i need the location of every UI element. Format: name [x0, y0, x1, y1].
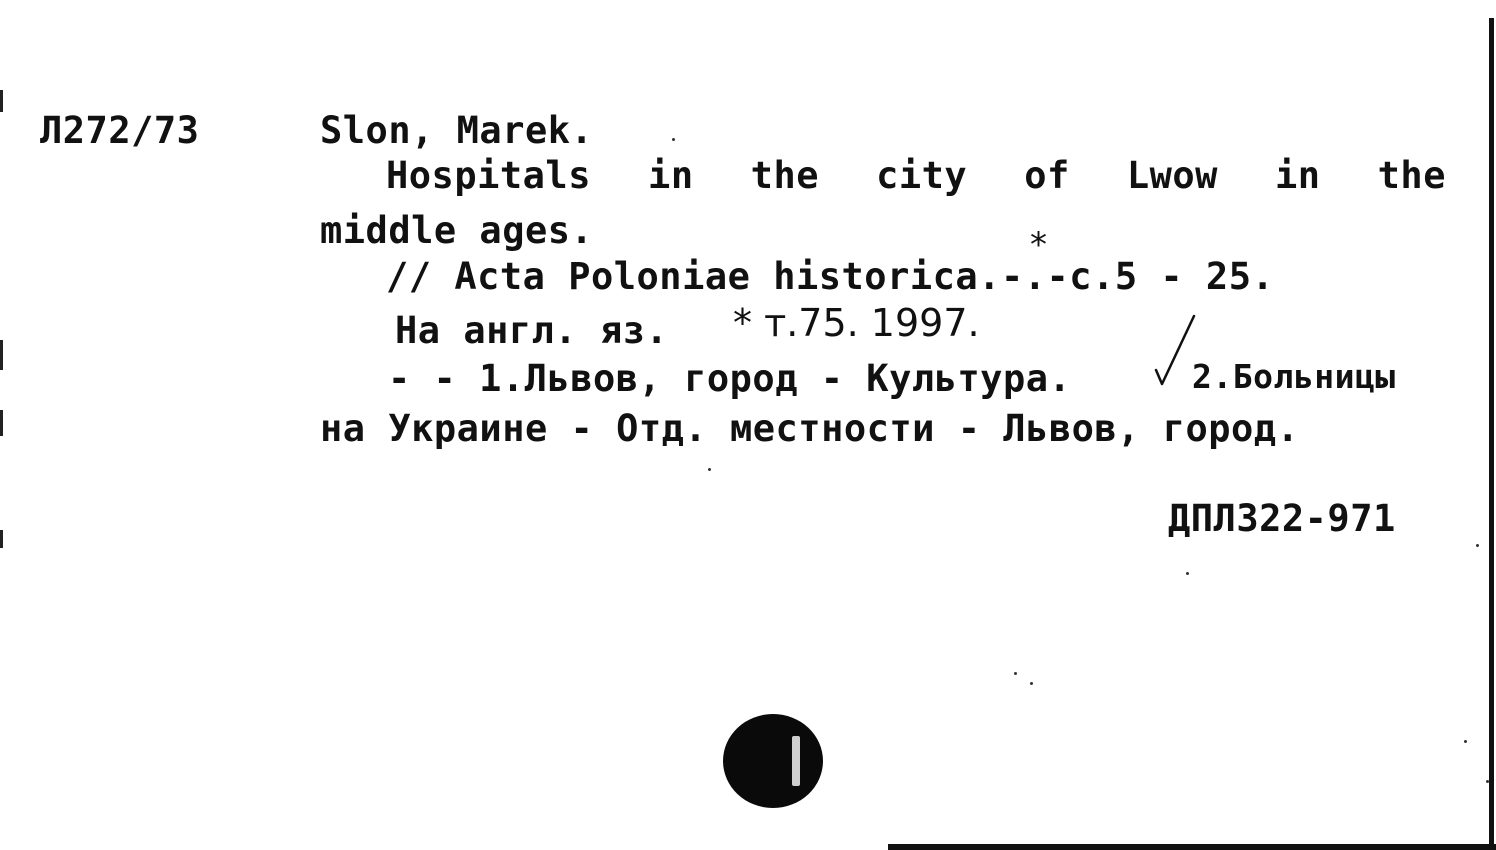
handwritten-asterisk: *: [1030, 225, 1047, 265]
speck: [1186, 572, 1189, 575]
language-note: На англ. яз.: [395, 309, 669, 352]
subject-headings-3: на Украине - Отд. местности - Львов, город.: [320, 407, 1300, 450]
source-line: // Acta Poloniae historica.-.-c.5 - 25.: [386, 255, 1275, 298]
title-line-1: [386, 154, 1446, 197]
speck: [708, 468, 711, 471]
title-word: the: [750, 154, 819, 197]
handwritten-volume-year: * т.75. 1997.: [733, 301, 980, 345]
title-word: Lwow: [1126, 154, 1218, 197]
title-word: of: [1024, 154, 1070, 197]
punch-hole: [723, 714, 823, 808]
subject-headings-2: 2.Больницы: [1192, 357, 1396, 396]
subject-headings-1: - - 1.Львов, город - Культура.: [388, 357, 1072, 400]
card-left-edge-mark: [0, 530, 3, 548]
author-heading: Slon, Marek.: [320, 109, 594, 152]
speck: [1464, 740, 1467, 743]
speck: [1476, 544, 1479, 547]
record-number: ДПЛ322-971: [1168, 497, 1396, 540]
card-left-edge-mark: [0, 90, 3, 112]
shelfmark: Л272/73: [40, 109, 200, 152]
title-word: in: [648, 154, 694, 197]
speck: [1486, 780, 1489, 783]
punch-hole-highlight: [792, 736, 800, 786]
card-right-edge: [1489, 18, 1494, 850]
title-word: city: [876, 154, 968, 197]
title-word: Hospitals: [386, 154, 591, 197]
card-left-edge-mark: [0, 410, 3, 436]
title-line-2: middle ages.: [320, 209, 594, 252]
card-bottom-edge: [888, 844, 1496, 850]
speck: [1014, 672, 1017, 675]
speck: [1030, 682, 1033, 685]
card-left-edge-mark: [0, 340, 3, 370]
speck: [672, 138, 675, 141]
title-word: in: [1275, 154, 1321, 197]
title-word: the: [1377, 154, 1446, 197]
